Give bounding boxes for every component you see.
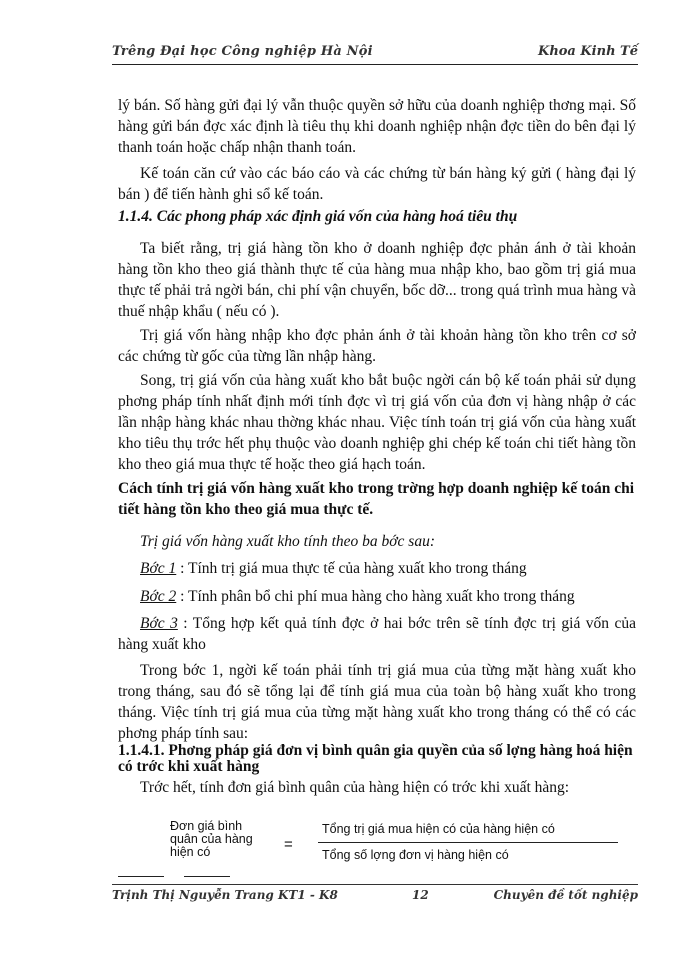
italic-intro: Trị giá vốn hàng xuất kho tính theo ba bớc sau:: [140, 533, 435, 550]
paragraph-accounting-basis: Kế toán căn cứ vào các báo cáo và các chứng từ bán hàng ký gửi ( hàng đại lý bán ) để tiến hành ghi sổ kế toán.: [118, 165, 636, 203]
section-heading-1-1-4-1: 1.1.4.1. Phơng pháp giá đơn vị bình quân gia quyền của số lợng hàng hoá hiện có trớc khi xuất hàng: [118, 742, 633, 775]
step-2-label: Bớc 2: [140, 588, 177, 605]
paragraph-import-value: Trị giá vốn hàng nhập kho đợc phản ánh ở tài khoản hàng tồn kho trên cơ sở các chứng từ gốc của từng lần nhập hàng.: [118, 327, 636, 365]
step-3: [118, 613, 636, 655]
footer-doc-type: Chuyên đề tốt nghiệp: [493, 888, 638, 902]
step-3-label: Bớc 3: [140, 615, 178, 632]
footer-page-number: 12: [412, 888, 429, 902]
paragraph-step-1-detail: Trong bớc 1, ngời kế toán phải tính trị giá mua của từng mặt hàng xuất kho trong tháng, sau đó sẽ tổng lại để tính giá mua của toàn bộ hàng xuất kho trong tháng. Việc tính trị giá mua của từng mặt hàng xuất kho trong tháng có thể có các phơng pháp tính sau:: [118, 662, 636, 742]
step-1-text: : Tính trị giá mua thực tế của hàng xuất kho trong tháng: [176, 560, 527, 577]
header-rule: [112, 64, 638, 65]
section-heading-1-1-4: 1.1.4. Các phong pháp xác định giá vốn của hàng hoá tiêu thụ: [118, 208, 518, 225]
bold-heading-calculation: Cách tính trị giá vốn hàng xuất kho trong trờng hợp doanh nghiệp kế toán chi tiết hàng tồn kho theo giá mua thực tế.: [118, 480, 635, 518]
formula-lhs: Đơn giá bình quân của hàng hiện có: [170, 819, 253, 859]
formula-equals: =: [284, 836, 293, 853]
page-header: [112, 44, 638, 62]
step-2: [140, 586, 636, 607]
header-school: Trêng Đại học Công nghiệp Hà Nội: [112, 44, 373, 59]
page-footer: [112, 888, 638, 906]
step-1-label: Bớc 1: [140, 560, 177, 577]
paragraph-inventory-value: Ta biết rằng, trị giá hàng tồn kho ở doanh nghiệp đợc phản ánh ở tài khoản hàng tồn kho theo giá thành thực tế của hàng mua nhập kho, bao gồm trị giá mua thực tế phải trả ngời bán, chi phí vận chuyển, bốc dỡ... trong quá trình mua hàng và thuế nhập khẩu ( nếu có ).: [118, 240, 636, 320]
step-2-text: : Tính phân bổ chi phí mua hàng cho hàng xuất kho trong tháng: [176, 588, 575, 605]
paragraph-consignment: lý bán. Số hàng gửi đại lý vẫn thuộc quyền sở hữu của doanh nghiệp thơng mại. Số hàng gửi bán đợc xác định là tiêu thụ khi doanh nghiệp nhận đợc tiền do bên đại lý thanh toán hoặc chấp nhận thanh toán.: [118, 97, 636, 156]
footnote-rule-left: [118, 876, 164, 877]
step-3-text: : Tổng hợp kết quả tính đợc ở hai bớc trên sẽ tính đợc trị giá vốn của hàng xuất kho: [118, 615, 636, 653]
footer-rule: [112, 884, 638, 885]
average-price-formula: [170, 820, 630, 870]
formula-fraction-bar: [318, 842, 618, 843]
formula-denominator: Tổng số lợng đơn vị hàng hiện có: [322, 848, 509, 862]
header-faculty: Khoa Kinh Tế: [538, 44, 638, 59]
paragraph-average-price-intro: Trớc hết, tính đơn giá bình quân của hàng hiện có trớc khi xuất hàng:: [140, 779, 570, 796]
step-1: [140, 558, 636, 579]
footer-author: Trịnh Thị Nguyễn Trang KT1 - K8: [112, 888, 338, 902]
formula-numerator: Tổng trị giá mua hiện có của hàng hiện có: [322, 822, 555, 836]
footnote-rule-right: [184, 876, 230, 877]
paragraph-export-value: Song, trị giá vốn của hàng xuất kho bắt buộc ngời cán bộ kế toán phải sử dụng phơng pháp tính nhất định mới tính đợc vì trị giá vốn của đơn vị hàng nhập ở các lần nhập hàng khác nhau thờng khác nhau. Việc tính toán trị giá vốn của hàng xuất kho tiêu thụ trớc hết phụ thuộc vào doanh nghiệp ghi chép kế toán chi tiết hàng tồn kho theo giá mua thực tế hoặc theo giá hạch toán.: [118, 372, 636, 473]
